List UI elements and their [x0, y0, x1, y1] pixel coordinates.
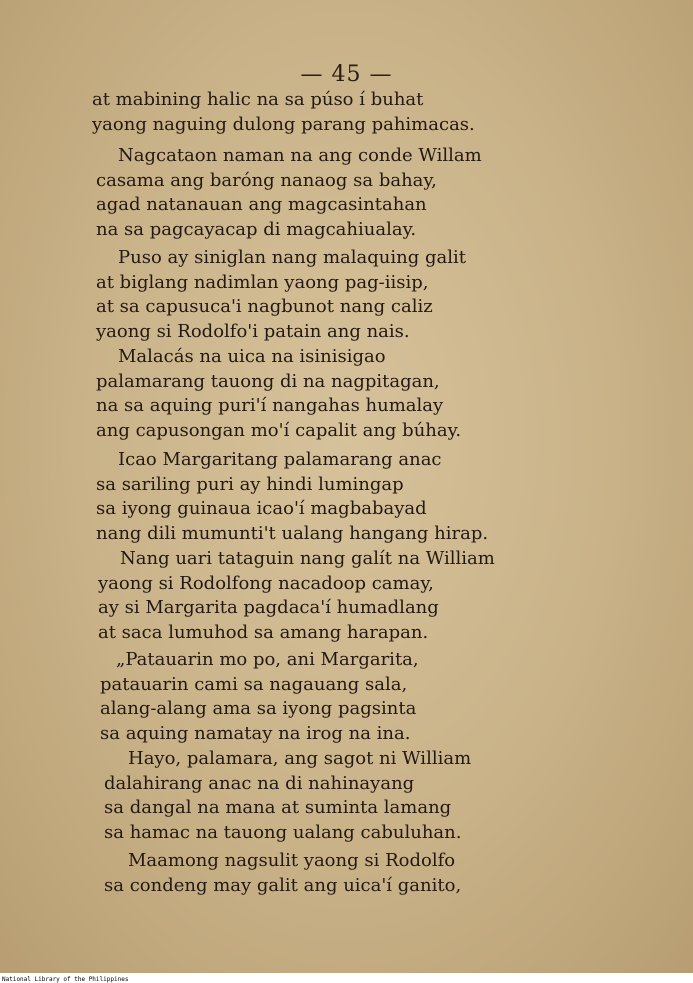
- verse-line: yaong si Rodolfo'i patain ang nais.: [96, 320, 410, 342]
- verse-line: yaong naguing dulong parang pahimacas.: [92, 113, 475, 135]
- verse-line: nang dili mumunti't ualang hangang hirap.: [96, 522, 489, 544]
- stanza: [0, 345, 693, 443]
- library-credit: National Library of the Philippines: [2, 976, 129, 983]
- verse-line: Nang uari tataguin nang galít na William: [120, 548, 495, 569]
- verse-line: alang-alang ama sa iyong pagsinta: [100, 698, 417, 719]
- verse-line: casama ang baróng nanaog sa bahay,: [96, 169, 437, 191]
- stanza: [0, 144, 693, 242]
- verse-line: Maamong nagsulit yaong si Rodolfo: [128, 850, 456, 871]
- verse-line: „Patauarin mo po, ani Margarita,: [116, 649, 419, 670]
- stanza: [0, 547, 693, 645]
- verse-line: patauarin cami sa nagauang sala,: [100, 673, 408, 695]
- stanza: [0, 448, 693, 546]
- verse-line: Nagcataon naman na ang conde Willam: [118, 145, 482, 166]
- verse-line: Icao Margaritang palamarang anac: [118, 449, 442, 470]
- verse-line: Puso ay siniglan nang malaquing galit: [118, 247, 466, 268]
- verse-line: sa aquing namatay na irog na ina.: [100, 722, 411, 744]
- stanza: [0, 88, 693, 137]
- verse-line: dalahirang anac na di nahinayang: [104, 772, 415, 794]
- verse-line: at biglang nadimlan yaong pag-iisip,: [96, 271, 429, 293]
- verse-line: at mabining halic na sa púso í buhat: [92, 89, 424, 110]
- verse-line: Malacás na uica na isinisigao: [118, 346, 386, 367]
- stanza: [0, 747, 693, 845]
- stanza: [0, 849, 693, 898]
- verse-line: sa hamac na tauong ualang cabuluhan.: [104, 821, 462, 843]
- page-number: — 45 —: [300, 62, 393, 87]
- verse-line: Hayo, palamara, ang sagot ni William: [128, 748, 472, 769]
- verse-line: yaong si Rodolfong nacadoop camay,: [98, 572, 434, 594]
- verse-line: sa dangal na mana at suminta lamang: [104, 797, 452, 818]
- verse-line: sa iyong guinaua icao'í magbabayad: [96, 498, 427, 519]
- verse-line: ang capusongan mo'í capalit ang búhay.: [96, 419, 462, 441]
- verse-line: at saca lumuhod sa amang harapan.: [98, 621, 429, 643]
- verse-line: at sa capusuca'i nagbunot nang caliz: [96, 296, 433, 317]
- verse-line: sa condeng may galit ang uica'í ganito,: [104, 874, 462, 896]
- verse-line: na sa aquing puri'í nangahas humalay: [96, 395, 444, 416]
- verse-line: palamarang tauong di na nagpitagan,: [96, 370, 440, 392]
- verse-line: ay si Margarita pagdaca'í humadlang: [98, 597, 439, 618]
- verse-line: agad natanauan ang magcasintahan: [96, 194, 427, 215]
- stanza: [0, 648, 693, 746]
- stanza: [0, 246, 693, 344]
- verse-line: sa sariling puri ay hindi lumingap: [96, 473, 404, 495]
- verse-line: na sa pagcayacap di magcahiualay.: [96, 218, 417, 240]
